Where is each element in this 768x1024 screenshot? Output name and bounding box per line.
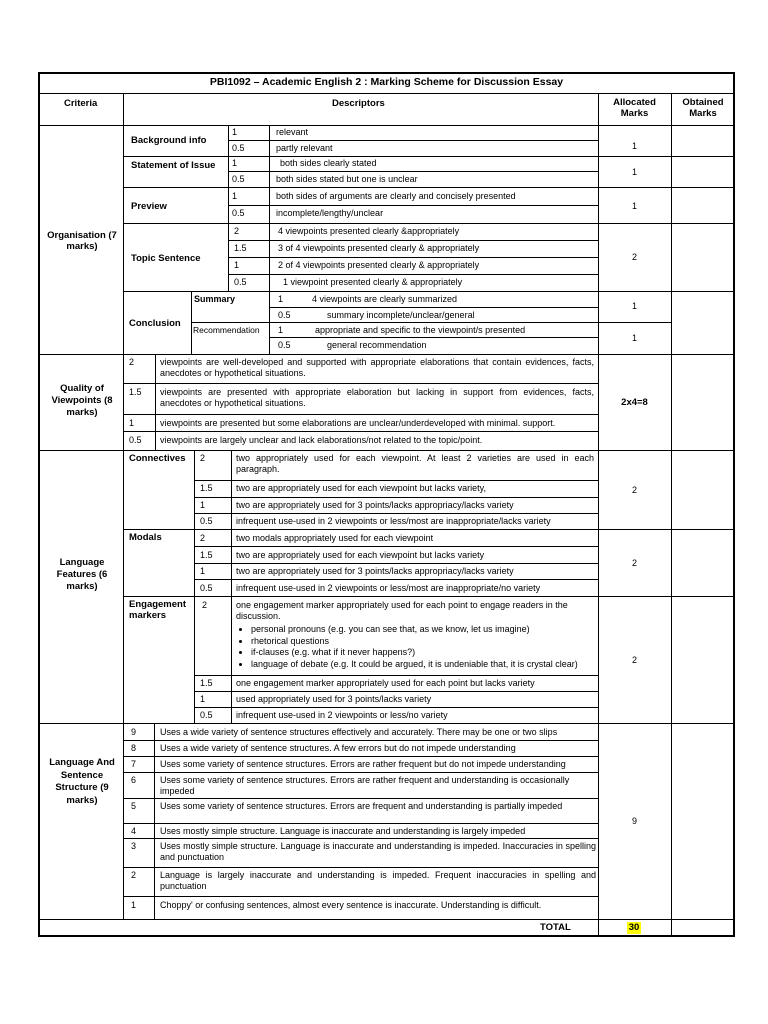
rule — [228, 140, 598, 141]
rule — [123, 383, 598, 384]
descriptor: infrequent use-used in 2 viewpoints or less/no variety — [236, 710, 448, 720]
score: 0.5 — [234, 277, 247, 287]
score: 1 — [200, 566, 206, 576]
descriptor: Uses a wide variety of sentence structures. A few errors but do not impede understanding — [160, 743, 516, 753]
score: 0.5 — [200, 583, 213, 593]
rule — [40, 125, 733, 126]
rule — [154, 723, 155, 919]
descriptor: Uses some variety of sentence structures. Errors are frequent and understanding is partially impeded — [160, 801, 563, 811]
score: 7 — [131, 759, 137, 769]
summary-label: Summary — [194, 294, 236, 304]
allocated-mark: 1 — [631, 333, 637, 343]
quality-label: Quality of Viewpoints (8 marks) — [51, 383, 113, 418]
score: 1 — [232, 127, 238, 137]
allocated-mark: 2 — [631, 252, 637, 262]
conclusion-label: Conclusion — [129, 318, 181, 329]
allocated-mark: 1 — [631, 141, 637, 151]
descriptor: appropriate and specific to the viewpoint/s presented — [315, 325, 526, 335]
criteria-header: Criteria — [64, 98, 98, 109]
rule — [194, 691, 598, 692]
rule — [123, 414, 598, 415]
organisation-label: Organisation (7 marks) — [47, 230, 117, 252]
rule — [123, 596, 733, 597]
descriptor: relevant — [276, 127, 309, 137]
descriptor: both sides of arguments are clearly and concisely presented — [276, 191, 516, 201]
modals-label: Modals — [129, 532, 162, 543]
descriptor: Language is largely inaccurate and understanding is impeded. Frequent inaccuracies in spelling and punctuation — [160, 870, 596, 891]
descriptor: Uses some variety of sentence structures. Errors are rather frequent but do not impede understanding — [160, 759, 566, 769]
rule — [598, 223, 733, 224]
rule — [194, 497, 598, 498]
allocated-mark: 2x4=8 — [621, 397, 648, 408]
total-value: 30 — [628, 922, 640, 933]
descriptor: Uses a wide variety of sentence structures effectively and accurately. There may be one or two slips — [160, 727, 558, 737]
descriptor: Uses mostly simple structure. Language is inaccurate and understanding is impeded. Inaccuracies in spelling and punctuation — [160, 841, 596, 862]
rule — [671, 93, 672, 937]
rule — [228, 257, 598, 258]
score: 0.5 — [278, 310, 291, 320]
rule — [598, 322, 671, 323]
rule — [598, 156, 733, 157]
descriptor: two appropriately used for each viewpoint. At least 2 varieties are used in each paragraph. — [236, 453, 594, 474]
descriptor: incomplete/lengthy/unclear — [276, 208, 384, 218]
rule — [123, 823, 598, 824]
score: 1 — [232, 191, 238, 201]
allocated-marks-header: Allocated Marks — [613, 97, 656, 119]
allocated-mark: 9 — [631, 816, 637, 826]
descriptor: Uses some variety of sentence structures. Errors are rather frequent and understanding is occasionally impeded — [160, 775, 570, 796]
rule — [123, 187, 598, 188]
score: 0.5 — [232, 208, 245, 218]
descriptor: used appropriately used for 3 points/lacks variety — [236, 694, 432, 704]
rule — [123, 93, 124, 919]
rule — [123, 838, 598, 839]
score: 0.5 — [129, 435, 142, 445]
rule — [40, 93, 733, 94]
score: 1 — [131, 900, 137, 910]
score: 1.5 — [200, 678, 213, 688]
descriptor: 3 of 4 viewpoints presented clearly & appropriately — [278, 243, 480, 253]
descriptor: viewpoints are well-developed and supported with appropriate elaborations that contain evidences, facts, anecdotes or hypothetical situations. — [160, 357, 594, 378]
descriptor: both sides stated but one is unclear — [276, 174, 418, 184]
rule — [598, 187, 733, 188]
descriptor: Uses mostly simple structure. Language is inaccurate and understanding is largely impeded — [160, 826, 526, 836]
allocated-mark: 1 — [631, 301, 637, 311]
score: 2 — [200, 453, 206, 463]
descriptor: two are appropriately used for 3 points/lacks appropriacy/lacks variety — [236, 500, 514, 510]
descriptor: summary incomplete/unclear/general — [327, 310, 475, 320]
score: 1 — [278, 325, 284, 335]
descriptor: two are appropriately used for each viewpoint but lacks variety — [236, 550, 485, 560]
score: 1 — [234, 260, 240, 270]
descriptor: partly relevant — [276, 143, 333, 153]
allocated-mark: 2 — [631, 558, 637, 568]
score: 1 — [278, 294, 284, 304]
score: 0.5 — [200, 516, 213, 526]
obtained-marks-header: Obtained Marks — [682, 97, 724, 119]
page-title: PBI1092 – Academic English 2 : Marking Scheme for Discussion Essay — [209, 76, 564, 88]
score: 3 — [131, 841, 137, 851]
rule — [231, 450, 232, 723]
topic-sentence-label: Topic Sentence — [131, 253, 201, 264]
rule — [40, 723, 733, 724]
descriptor: one engagement marker appropriately used for each point to engage readers in the discussion. — [236, 600, 568, 621]
rule — [194, 707, 598, 708]
rule — [191, 322, 598, 323]
score: 9 — [131, 727, 137, 737]
rule — [123, 740, 598, 741]
rule — [123, 867, 598, 868]
rule — [123, 798, 598, 799]
score: 1.5 — [200, 550, 213, 560]
rule — [194, 546, 598, 547]
descriptor: general recommendation — [327, 340, 427, 350]
descriptor: two are appropriately used for 3 points/lacks appropriacy/lacks variety — [236, 566, 514, 576]
recommendation-label: Recommendation — [193, 325, 260, 335]
descriptor: 1 viewpoint presented clearly & appropriately — [283, 277, 463, 287]
score: 0.5 — [232, 174, 245, 184]
rule — [123, 896, 598, 897]
list-item: • language of debate (e.g. It could be argued, it is undeniable that, it is crystal clear) — [251, 659, 596, 671]
rule — [191, 291, 192, 354]
preview-label: Preview — [131, 201, 167, 212]
language-features-label: Language Features (6 marks) — [56, 557, 108, 592]
descriptor: infrequent use-used in 2 viewpoints or less/most are inappropriate/lacks variety — [236, 516, 551, 526]
descriptor: Choppy' or confusing sentences, almost every sentence is inaccurate. Understanding is difficult. — [160, 900, 542, 910]
allocated-mark: 1 — [631, 201, 637, 211]
rule — [123, 772, 598, 773]
score: 1 — [232, 158, 238, 168]
descriptor: two are appropriately used for each viewpoint but lacks variety, — [236, 483, 486, 493]
descriptor: 4 viewpoints are clearly summarized — [312, 294, 458, 304]
rule — [269, 125, 270, 354]
rule — [123, 291, 598, 292]
rule — [269, 307, 598, 308]
score: 1 — [129, 418, 135, 428]
descriptor: viewpoints are largely unclear and lack elaborations/not related to the topic/point. — [160, 435, 483, 445]
rule — [40, 450, 733, 451]
rule — [194, 513, 598, 514]
score: 0.5 — [200, 710, 213, 720]
descriptor: both sides clearly stated — [280, 158, 377, 168]
rule — [155, 354, 156, 450]
list-item: • personal pronouns (e.g. you can see that, as we know, let us imagine) — [251, 624, 596, 636]
score: 1 — [200, 694, 206, 704]
connectives-label: Connectives — [129, 453, 186, 464]
allocated-mark: 1 — [631, 167, 637, 177]
score: 1.5 — [200, 483, 213, 493]
engagement-markers-label: Engagement markers — [129, 599, 187, 621]
score: 0.5 — [232, 143, 245, 153]
marking-scheme-table — [38, 72, 735, 937]
allocated-mark: 2 — [631, 485, 637, 495]
rule — [194, 579, 598, 580]
rule — [123, 156, 598, 157]
descriptor: infrequent use-used in 2 viewpoints or less/most are inappropriate/no variety — [236, 583, 541, 593]
rule — [194, 480, 598, 481]
score: 4 — [131, 826, 137, 836]
score: 1.5 — [234, 243, 247, 253]
engagement-bullet-list — [236, 624, 596, 670]
rule — [228, 171, 598, 172]
statement-of-issue-label: Statement of Issue — [131, 160, 216, 171]
sentence-structure-label: Language And Sentence Structure (9 marks) — [49, 757, 115, 806]
score: 2 — [234, 226, 240, 236]
descriptor: two modals appropriately used for each viewpoint — [236, 533, 434, 543]
descriptor: viewpoints are presented with appropriate elaboration but lacking in support from evidences, facts, anecdotes or hypothetical situations. — [160, 387, 594, 408]
rule — [228, 274, 598, 275]
rule — [123, 431, 598, 432]
rule — [194, 450, 195, 723]
score: 5 — [131, 801, 137, 811]
rule — [194, 675, 598, 676]
rule — [194, 563, 598, 564]
rule — [123, 756, 598, 757]
score: 8 — [131, 743, 137, 753]
descriptor: viewpoints are presented but some elaborations are unclear/underdeveloped with minimal. support. — [160, 418, 556, 428]
total-label: TOTAL — [540, 922, 571, 933]
rule — [228, 205, 598, 206]
rule — [598, 93, 599, 937]
rule — [123, 529, 733, 530]
list-item: • rhetorical questions — [251, 636, 596, 648]
rule — [228, 125, 229, 291]
score: 1 — [200, 500, 206, 510]
score: 6 — [131, 775, 137, 785]
list-item: • if-clauses (e.g. what if it never happens?) — [251, 647, 596, 659]
rule — [40, 354, 733, 355]
score: 2 — [131, 870, 137, 880]
descriptor: one engagement marker appropriately used for each point but lacks variety — [236, 678, 535, 688]
rule — [598, 291, 733, 292]
rule — [123, 223, 598, 224]
score: 1.5 — [129, 387, 142, 397]
descriptor: 4 viewpoints presented clearly &appropriately — [278, 226, 460, 236]
allocated-mark: 2 — [631, 655, 637, 665]
descriptor: 2 of 4 viewpoints presented clearly & appropriately — [278, 260, 480, 270]
rule — [228, 240, 598, 241]
score: 2 — [202, 600, 208, 610]
rule — [269, 337, 598, 338]
background-info-label: Background info — [131, 135, 207, 146]
score: 2 — [200, 533, 206, 543]
descriptors-header: Descriptors — [332, 98, 385, 109]
score: 0.5 — [278, 340, 291, 350]
score: 2 — [129, 357, 135, 367]
rule — [40, 919, 733, 920]
